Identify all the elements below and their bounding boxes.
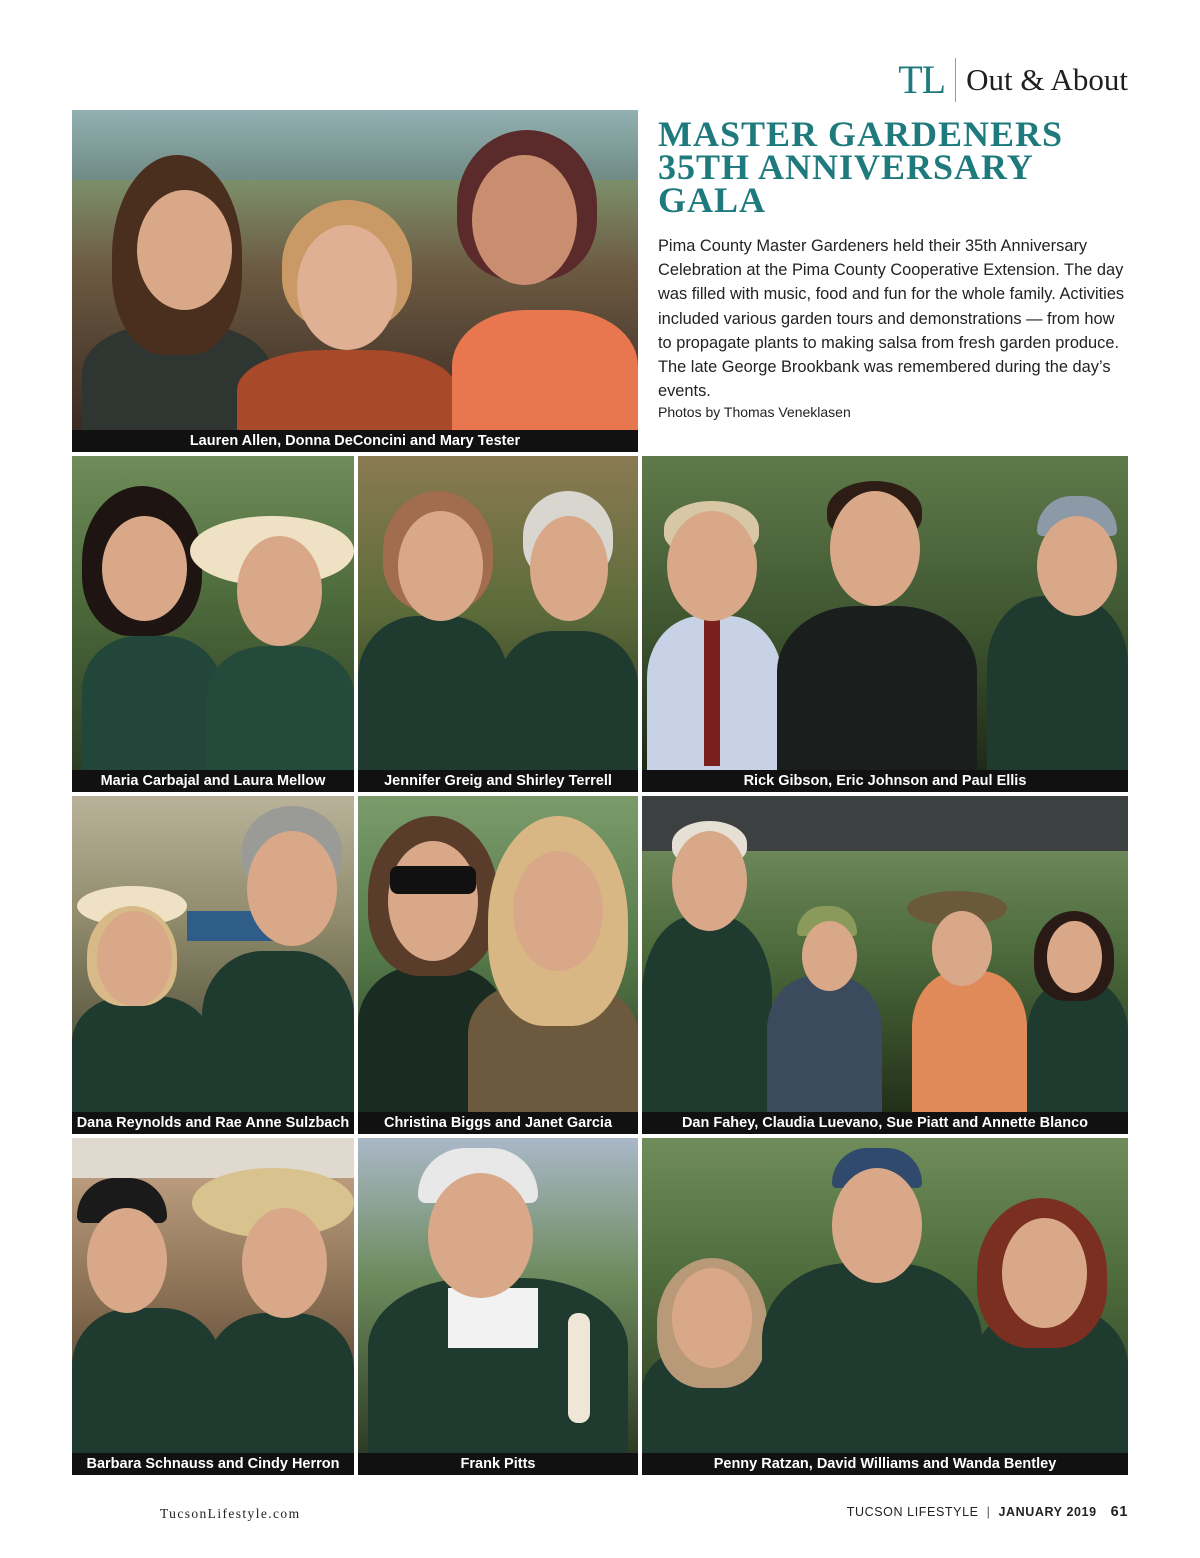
article-intro: Pima County Master Gardeners held their 35th Anniversary Celebration at the Pima County Cooperative Extension. The day was filled with music, food and fun for the whole family. Activities included various garden tours and demonstrations — from how to propagate plants to making salsa from fresh garden produce. The late George Brookbank was remembered during the day’s events.	[658, 237, 1125, 401]
section-title: Out & About	[966, 62, 1128, 97]
photo-jennifer-shirley	[358, 456, 638, 792]
footer-issue: JANUARY 2019	[998, 1505, 1097, 1519]
photo-caption: Dan Fahey, Claudia Luevano, Sue Piatt and Annette Blanco	[642, 1112, 1128, 1134]
magazine-logo: TL	[898, 58, 956, 102]
section-header	[898, 56, 1128, 104]
footer-folio	[847, 1504, 1128, 1520]
photo-image	[642, 1138, 1128, 1453]
photo-image	[72, 1138, 354, 1453]
photo-caption: Jennifer Greig and Shirley Terrell	[358, 770, 638, 792]
photo-frank-pitts	[358, 1138, 638, 1475]
article-headline	[658, 114, 1128, 220]
photo-caption: Frank Pitts	[358, 1453, 638, 1475]
footer-divider: |	[986, 1505, 991, 1519]
photo-rick-eric-paul	[642, 456, 1128, 792]
headline-line: MASTER GARDENERS	[658, 114, 1064, 154]
photo-maria-laura	[72, 456, 354, 792]
photo-caption: Maria Carbajal and Laura Mellow	[72, 770, 354, 792]
footer-magazine: TUCSON LIFESTYLE	[846, 1505, 979, 1519]
photo-caption: Penny Ratzan, David Williams and Wanda Bentley	[642, 1453, 1128, 1475]
photo-image	[642, 456, 1128, 770]
photo-dan-claudia-sue-annette	[642, 796, 1128, 1134]
photo-christina-janet	[358, 796, 638, 1134]
photo-image	[358, 456, 638, 770]
photo-image	[72, 796, 354, 1112]
photo-caption: Lauren Allen, Donna DeConcini and Mary Tester	[72, 430, 638, 452]
photo-caption: Dana Reynolds and Rae Anne Sulzbach	[72, 1112, 354, 1134]
photo-penny-david-wanda	[642, 1138, 1128, 1475]
photo-barbara-cindy	[72, 1138, 354, 1475]
photo-credit: Photos by Thomas Veneklasen	[658, 404, 851, 420]
photo-image	[358, 796, 638, 1112]
photo-dana-rae-anne	[72, 796, 354, 1134]
photo-image	[72, 110, 638, 430]
photo-caption: Christina Biggs and Janet Garcia	[358, 1112, 638, 1134]
photo-image	[358, 1138, 638, 1453]
footer-website: TucsonLifestyle.com	[160, 1506, 301, 1521]
photo-caption: Barbara Schnauss and Cindy Herron	[72, 1453, 354, 1475]
photo-image	[642, 796, 1128, 1112]
page-number: 61	[1110, 1504, 1128, 1520]
photo-caption: Rick Gibson, Eric Johnson and Paul Ellis	[642, 770, 1128, 792]
headline-line: GALA	[658, 180, 767, 220]
photo-lauren-donna-mary	[72, 110, 638, 452]
headline-line: 35TH ANNIVERSARY	[658, 147, 1034, 187]
photo-image	[72, 456, 354, 770]
